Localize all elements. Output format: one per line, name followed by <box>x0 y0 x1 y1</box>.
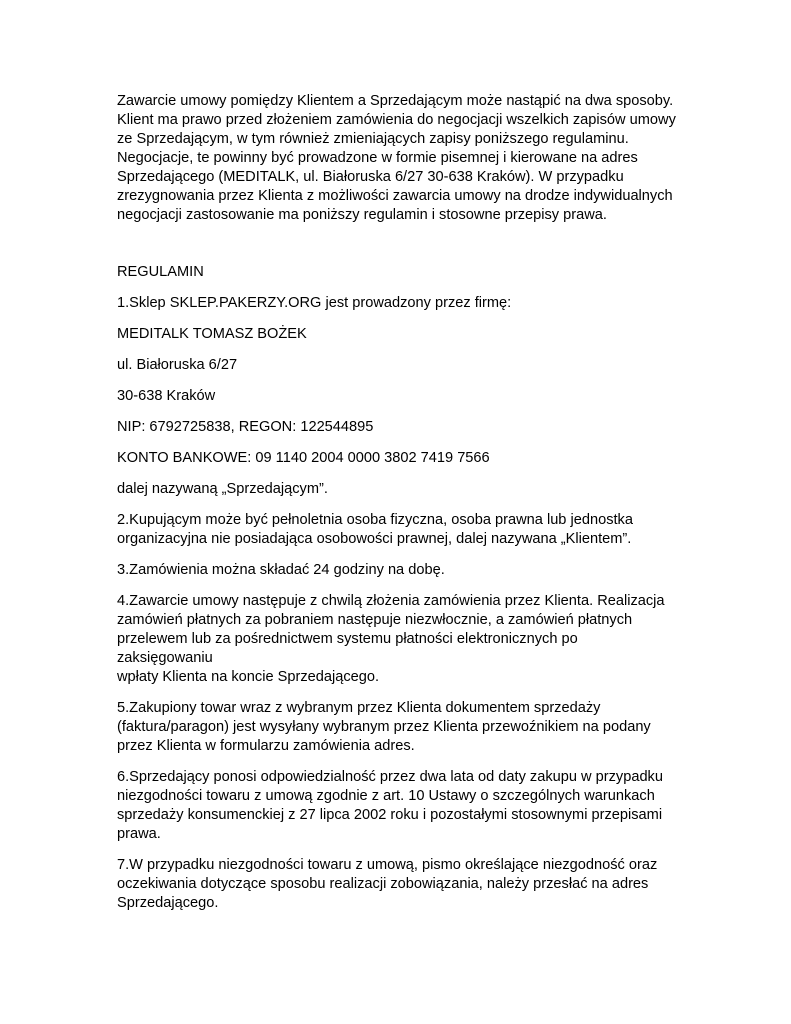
paragraph-company-name: MEDITALK TOMASZ BOŻEK <box>117 326 307 342</box>
paragraph-bank-account: KONTO BANKOWE: 09 1140 2004 0000 3802 7419 7566 <box>117 450 490 466</box>
document-heading: REGULAMIN <box>117 264 204 280</box>
paragraph-3: 3.Zamówienia można składać 24 godziny na dobę. <box>117 562 445 578</box>
document-page <box>117 92 677 925</box>
paragraph-5: 5.Zakupiony towar wraz z wybranym przez Klienta dokumentem sprzedaży (faktura/paragon) jest wysyłany wybranym przez Klienta przewoźnikiem na podany przez Klienta w formularzu zamówienia adres. <box>117 700 651 754</box>
intro-paragraph: Zawarcie umowy pomiędzy Klientem a Sprzedającym może nastąpić na dwa sposoby. Klient ma prawo przed złożeniem zamówienia do negocjacji wszelkich zapisów umowy ze Sprzedającym, w tym również zmieniających zapisy poniższego regulaminu. Negocjacje, te powinny być prowadzone w formie pisemnej i kierowane na adres Sprzedającego (MEDITALK, ul. Białoruska 6/27 30-638 Kraków). W przypadku zrezygnowania przez Klienta z możliwości zawarcia umowy na drodze indywidualnych negocjacji zastosowanie ma poniższy regulamin i stosowne przepisy prawa. <box>117 93 676 223</box>
paragraph-6: 6.Sprzedający ponosi odpowiedzialność przez dwa lata od daty zakupu w przypadku niezgodności towaru z umową zgodnie z art. 10 Ustawy o szczególnych warunkach sprzedaży konsumenckiej z 27 lipca 2002 roku i pozostałymi stosownymi przepisami prawa. <box>117 769 663 842</box>
paragraph-1: 1.Sklep SKLEP.PAKERZY.ORG jest prowadzony przez firmę: <box>117 295 512 311</box>
paragraph-4: 4.Zawarcie umowy następuje z chwilą złożenia zamówienia przez Klienta. Realizacja zamówień płatnych za pobraniem następuje niezwłocznie, a zamówień płatnych przelewem lub za pośrednictwem systemu płatności elektronicznych po zaksięgowaniu wpłaty Klienta na koncie Sprzedającego. <box>117 593 665 685</box>
paragraph-seller-definition: dalej nazywaną „Sprzedającym”. <box>117 481 328 497</box>
paragraph-nip-regon: NIP: 6792725838, REGON: 122544895 <box>117 419 374 435</box>
paragraph-7: 7.W przypadku niezgodności towaru z umową, pismo określające niezgodność oraz oczekiwania dotyczące sposobu realizacji zobowiązania, należy przesłać na adres Sprzedającego. <box>117 857 658 911</box>
paragraph-2: 2.Kupującym może być pełnoletnia osoba fizyczna, osoba prawna lub jednostka organizacyjna nie posiadająca osobowości prawnej, dalej nazywana „Klientem”. <box>117 512 633 547</box>
paragraph-city: 30-638 Kraków <box>117 388 216 404</box>
paragraph-street: ul. Białoruska 6/27 <box>117 357 238 373</box>
